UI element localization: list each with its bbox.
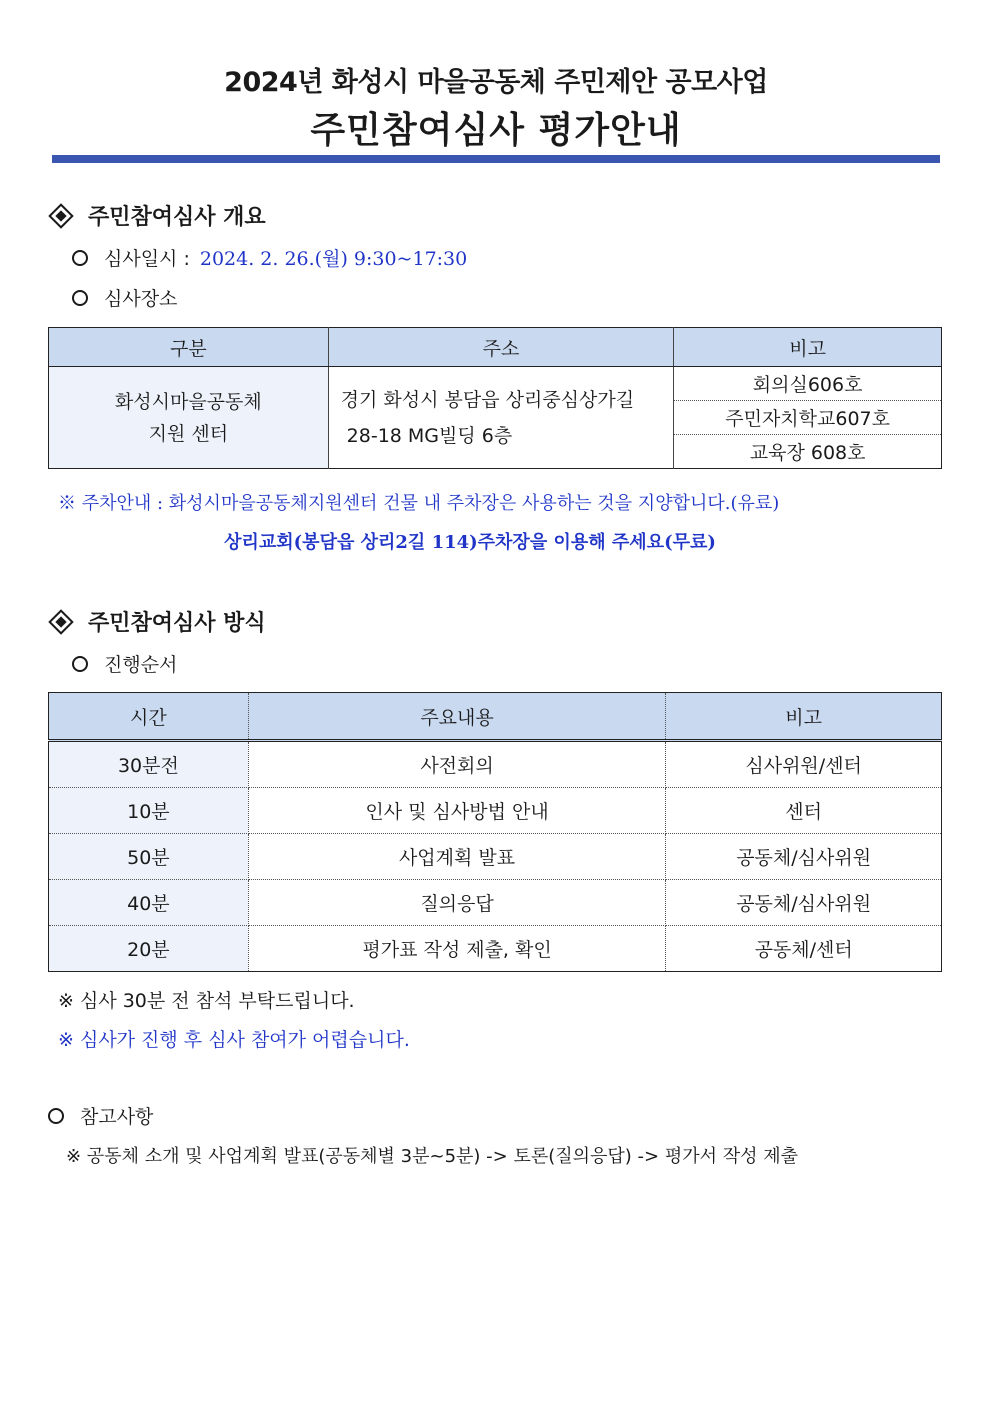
venue-room: 주민자치학교607호 [674, 401, 942, 435]
attendance-note: ※ 심사 30분 전 참석 부탁드립니다. [58, 990, 355, 1012]
review-place-label: 심사장소 [104, 288, 178, 310]
parking-note: ※ 주차안내 : 화성시마을공동체지원센터 건물 내 주차장은 사용하는 것을 지양합니다.(유료) [58, 493, 780, 514]
late-entry-note: ※ 심사가 진행 후 심사 참여가 어렵습니다. [58, 1029, 410, 1051]
schedule-time: 30분전 [49, 741, 249, 788]
schedule-table [48, 692, 942, 972]
venue-category-line-2: 지원 센터 [148, 422, 229, 445]
venue-address-cell [328, 367, 674, 469]
venue-header-address: 주소 [328, 328, 674, 367]
venue-room: 회의실606호 [674, 367, 942, 401]
section-heading-text: 주민참여심사 개요 [88, 205, 266, 230]
venue-header-note: 비고 [674, 328, 942, 367]
table-row [49, 926, 942, 972]
circle-bullet-icon [48, 1108, 64, 1124]
schedule-header-note: 비고 [666, 693, 942, 741]
reference-text: ※ 공동체 소개 및 사업계획 발표(공동체별 3분~5분) -> 토론(질의응답) -> 평가서 작성 제출 [66, 1146, 798, 1167]
schedule-note: 공동체/센터 [754, 939, 853, 961]
schedule-content: 사업계획 발표 [248, 834, 666, 880]
diamond-bullet-icon [48, 203, 73, 228]
review-date-row [72, 244, 467, 271]
schedule-note: 공동체/심사위원 [666, 880, 942, 926]
venue-header-category: 구분 [49, 328, 329, 367]
page-title: 주민참여심사 평가안내 [310, 110, 682, 151]
schedule-time: 20분 [49, 926, 249, 972]
schedule-note: 센터 [666, 788, 942, 834]
venue-category-cell [49, 367, 329, 469]
schedule-content: 평가표 작성 제출, 확인 [248, 926, 666, 972]
schedule-content: 인사 및 심사방법 안내 [248, 788, 666, 834]
venue-room: 교육장 608호 [749, 442, 866, 464]
venue-address-line-2: 28-18 MG빌딩 6층 [346, 424, 513, 447]
parking-note-free: 상리교회(봉담읍 상리2길 114)주차장을 이용해 주세요(무료) [224, 532, 716, 553]
reference-row [48, 1102, 153, 1129]
review-date-value: 2024. 2. 26.(월) 9:30~17:30 [199, 248, 468, 270]
schedule-time: 40분 [49, 880, 249, 926]
circle-bullet-icon [72, 656, 88, 672]
venue-table [48, 327, 942, 469]
review-place-row [72, 284, 177, 311]
diamond-bullet-icon [48, 609, 73, 634]
table-row [49, 741, 942, 788]
reference-label: 참고사항 [80, 1106, 154, 1128]
section-heading-method [48, 606, 266, 637]
section-heading-overview [48, 200, 266, 231]
schedule-content: 질의응답 [248, 880, 666, 926]
title-line-1: 2024년 화성시 마을공동체 주민제안 공모사업 [224, 67, 768, 98]
table-row [49, 880, 942, 926]
order-label: 진행순서 [104, 654, 178, 676]
circle-bullet-icon [72, 250, 88, 266]
table-row [49, 788, 942, 834]
section-heading-text: 주민참여심사 방식 [88, 611, 266, 636]
schedule-content: 사전회의 [248, 741, 666, 788]
order-row [72, 650, 177, 677]
review-date-label: 심사일시 : [104, 248, 190, 270]
schedule-time: 10분 [49, 788, 249, 834]
table-row [49, 834, 942, 880]
circle-bullet-icon [72, 290, 88, 306]
schedule-header-content: 주요내용 [248, 693, 666, 741]
venue-category-line-1: 화성시마을공동체 [114, 390, 262, 413]
schedule-note: 심사위원/센터 [666, 741, 942, 788]
venue-address-line-1: 경기 화성시 봉담읍 상리중심상가길 [340, 388, 635, 411]
schedule-note: 공동체/심사위원 [666, 834, 942, 880]
schedule-time: 50분 [49, 834, 249, 880]
title-underline-bar [52, 155, 940, 163]
schedule-header-time: 시간 [49, 693, 249, 741]
